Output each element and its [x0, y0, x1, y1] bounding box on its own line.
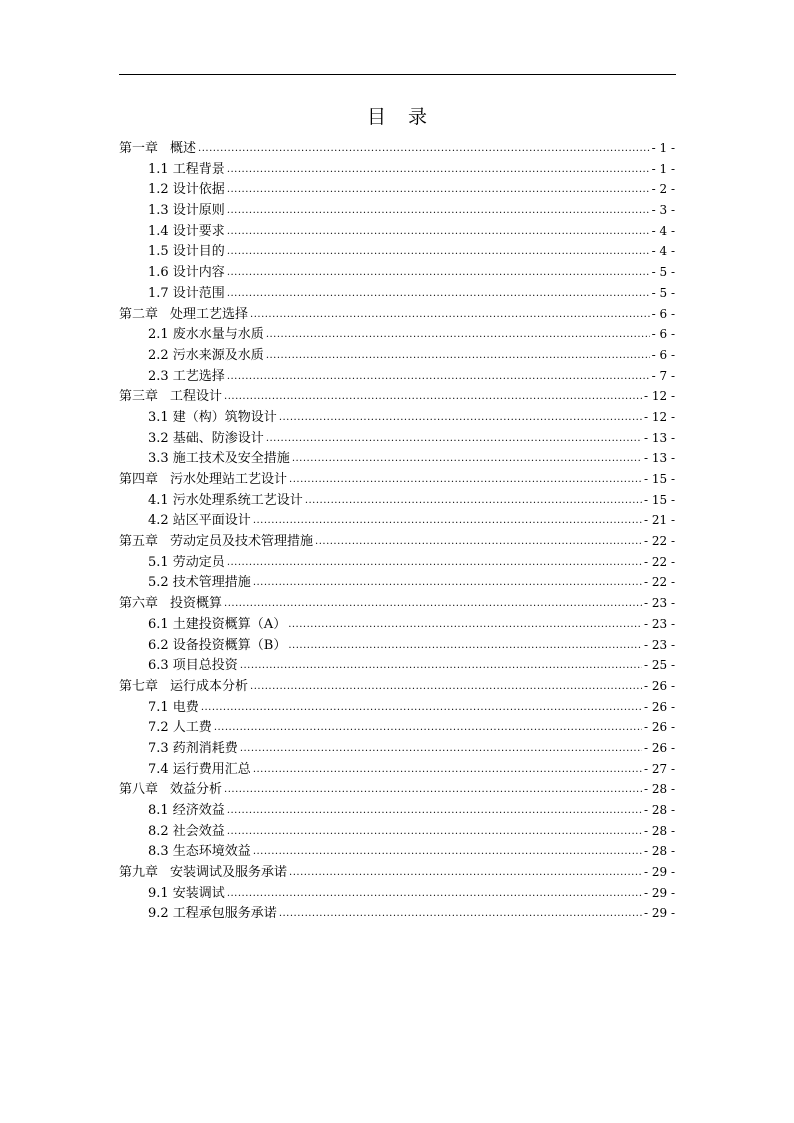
toc-entry-title: 3.1 建（构）筑物设计: [148, 409, 277, 425]
toc-entry-title: 运行成本分析: [170, 678, 249, 694]
toc-title: 目录: [366, 106, 449, 128]
toc-section-entry[interactable]: [119, 407, 675, 428]
toc-dot-leader: [289, 863, 642, 884]
toc-entry-label: [119, 863, 287, 884]
toc-entry-label: [119, 387, 222, 408]
toc-section-entry[interactable]: [119, 883, 675, 904]
toc-section-entry[interactable]: [119, 552, 675, 573]
toc-entry-title: 5.2 技术管理措施: [148, 575, 251, 591]
toc-page-number: - 13 -: [643, 430, 675, 445]
toc-chapter-number: 第五章: [119, 534, 159, 550]
toc-chapter-entry[interactable]: [119, 386, 675, 407]
toc-entry-label: [148, 718, 212, 739]
toc-entry-label: [119, 305, 248, 326]
toc-entry-title: 1.6 设计内容: [148, 265, 225, 281]
toc-entry-label: [148, 801, 225, 822]
toc-entry-title: 7.2 人工费: [148, 720, 212, 736]
toc-chapter-entry[interactable]: [119, 469, 675, 490]
toc-entry-title: 6.2 设备投资概算（B）: [148, 637, 287, 653]
toc-section-entry[interactable]: [119, 697, 675, 718]
toc-page-number: - 23 -: [643, 616, 675, 631]
toc-section-entry[interactable]: [119, 221, 675, 242]
toc-entry-label: [148, 449, 290, 470]
toc-page-number: - 28 -: [643, 823, 675, 838]
toc-entry-title: 概述: [170, 141, 197, 156]
toc-dot-leader: [227, 160, 650, 181]
toc-chapter-entry[interactable]: [119, 531, 675, 552]
toc-dot-leader: [266, 325, 650, 346]
toc-dot-leader: [240, 656, 642, 677]
toc-entry-title: 1.7 设计范围: [148, 285, 225, 301]
toc-section-entry[interactable]: [119, 572, 675, 593]
toc-page-number: - 28 -: [643, 782, 675, 797]
toc-page-number: - 2 -: [651, 182, 675, 197]
toc-page-number: - 29 -: [643, 885, 675, 900]
toc-section-entry[interactable]: [119, 655, 675, 676]
toc-entry-label: [148, 760, 251, 781]
toc-page-number: - 6 -: [651, 347, 675, 362]
toc-page-number: - 23 -: [643, 637, 675, 652]
toc-dot-leader: [227, 180, 650, 201]
toc-page-number: - 23 -: [643, 596, 675, 611]
toc-section-entry[interactable]: [119, 345, 675, 366]
toc-page-number: - 12 -: [643, 409, 675, 424]
toc-dot-leader: [227, 284, 650, 305]
toc-entry-label: [148, 698, 199, 719]
toc-chapter-number: 第七章: [119, 678, 159, 694]
toc-entry-title: 1.2 设计依据: [148, 182, 225, 198]
toc-page-number: - 26 -: [643, 720, 675, 735]
toc-entry-title: 4.2 站区平面设计: [148, 513, 251, 529]
toc-entry-label: [148, 201, 225, 222]
toc-chapter-entry[interactable]: [119, 779, 675, 800]
toc-dot-leader: [227, 553, 642, 574]
toc-entry-title: 2.2 污水来源及水质: [148, 347, 264, 363]
toc-entry-label: [119, 594, 222, 615]
toc-dot-leader: [227, 822, 642, 843]
toc-section-entry[interactable]: [119, 614, 675, 635]
toc-section-entry[interactable]: [119, 800, 675, 821]
toc-section-entry[interactable]: [119, 179, 675, 200]
toc-entry-label: [148, 553, 225, 574]
toc-entry-label: [119, 139, 196, 160]
toc-entry-label: [148, 615, 286, 636]
toc-page-number: - 15 -: [643, 472, 675, 486]
toc-chapter-entry[interactable]: [119, 304, 675, 325]
toc-section-entry[interactable]: [119, 841, 675, 862]
toc-dot-leader: [288, 615, 642, 636]
toc-page-number: - 5 -: [651, 285, 675, 300]
toc-chapter-entry[interactable]: [119, 138, 675, 159]
toc-dot-leader: [253, 573, 642, 594]
toc-chapter-number: 第三章: [119, 389, 159, 405]
toc-dot-leader: [227, 242, 650, 263]
toc-entry-title: 9.1 安装调试: [148, 885, 225, 901]
toc-entry-label: [119, 532, 313, 553]
toc-page-number: - 22 -: [643, 534, 675, 549]
toc-entry-label: [148, 367, 225, 388]
toc-entry-label: [148, 263, 225, 284]
toc-dot-leader: [266, 346, 650, 367]
toc-section-entry[interactable]: [119, 821, 675, 842]
toc-chapter-entry[interactable]: [119, 862, 675, 883]
toc-page-number: - 1 -: [651, 141, 675, 155]
toc-page-number: - 7 -: [651, 368, 675, 383]
toc-chapter-number: 第六章: [119, 596, 159, 612]
toc-dot-leader: [227, 801, 642, 822]
toc-dot-leader: [214, 718, 642, 739]
table-of-contents: [119, 138, 675, 924]
toc-entry-title: 1.5 设计目的: [148, 244, 225, 260]
toc-entry-title: 1.3 设计原则: [148, 203, 225, 219]
toc-entry-title: 工程设计: [170, 389, 223, 405]
toc-section-entry[interactable]: [119, 200, 675, 221]
toc-section-entry[interactable]: [119, 159, 675, 180]
toc-entry-title: 安装调试及服务承诺: [170, 865, 288, 881]
toc-entry-label: [148, 904, 277, 925]
toc-page-number: - 26 -: [643, 678, 675, 693]
toc-chapter-number: 第八章: [119, 782, 159, 798]
toc-chapter-entry[interactable]: [119, 593, 675, 614]
toc-entry-title: 2.1 废水水量与水质: [148, 327, 264, 343]
toc-dot-leader: [266, 429, 642, 450]
toc-entry-title: 7.3 药剂消耗费: [148, 740, 238, 756]
toc-page-number: - 3 -: [651, 203, 675, 218]
toc-entry-label: [148, 842, 251, 863]
toc-page-number: - 6 -: [651, 327, 675, 342]
toc-chapter-number: 第四章: [119, 472, 159, 487]
toc-page-number: - 29 -: [643, 906, 675, 921]
toc-entry-label: [148, 180, 225, 201]
toc-dot-leader: [253, 760, 642, 781]
toc-page-number: - 5 -: [651, 265, 675, 280]
toc-section-entry[interactable]: [119, 283, 675, 304]
toc-dot-leader: [240, 739, 642, 760]
toc-section-entry[interactable]: [119, 490, 675, 511]
toc-section-entry[interactable]: [119, 738, 675, 759]
toc-page-number: - 13 -: [643, 451, 675, 466]
toc-entry-label: [119, 470, 287, 491]
toc-chapter-entry[interactable]: [119, 676, 675, 697]
toc-entry-title: 劳动定员及技术管理措施: [170, 534, 314, 550]
toc-section-entry[interactable]: [119, 510, 675, 531]
toc-dot-leader: [253, 842, 642, 863]
toc-section-entry[interactable]: [119, 903, 675, 924]
toc-dot-leader: [250, 305, 650, 326]
toc-section-entry[interactable]: [119, 759, 675, 780]
toc-entry-label: [148, 884, 225, 905]
toc-entry-label: [148, 408, 277, 429]
toc-entry-label: [148, 242, 225, 263]
toc-entry-title: 2.3 工艺选择: [148, 368, 225, 384]
toc-section-entry[interactable]: [119, 324, 675, 345]
toc-page-number: - 26 -: [643, 740, 675, 755]
toc-entry-title: 5.1 劳动定员: [148, 554, 225, 570]
toc-entry-title: 9.2 工程承包服务承诺: [148, 906, 277, 922]
toc-entry-label: [148, 346, 264, 367]
toc-entry-title: 3.3 施工技术及安全措施: [148, 451, 290, 467]
toc-entry-label: [148, 822, 225, 843]
toc-entry-title: 8.3 生态环境效益: [148, 844, 251, 860]
toc-dot-leader: [227, 201, 650, 222]
toc-section-entry[interactable]: [119, 635, 675, 656]
toc-entry-title: 效益分析: [170, 782, 223, 798]
toc-entry-label: [148, 573, 251, 594]
toc-entry-title: 污水处理站工艺设计: [170, 472, 288, 487]
toc-dot-leader: [250, 677, 642, 698]
toc-section-entry[interactable]: [119, 241, 675, 262]
toc-entry-label: [148, 222, 225, 243]
toc-page-number: - 29 -: [643, 865, 675, 880]
toc-dot-leader: [224, 387, 642, 408]
toc-dot-leader: [292, 449, 642, 470]
toc-entry-title: 1.1 工程背景: [148, 161, 225, 177]
toc-chapter-number: 第一章: [119, 141, 159, 156]
toc-dot-leader: [227, 263, 650, 284]
toc-entry-label: [119, 677, 248, 698]
toc-page-number: - 6 -: [651, 306, 675, 321]
toc-dot-leader: [305, 491, 642, 512]
toc-entry-label: [148, 160, 225, 181]
toc-entry-label: [148, 656, 238, 677]
toc-dot-leader: [227, 222, 650, 243]
toc-section-entry[interactable]: [119, 428, 675, 449]
toc-dot-leader: [288, 636, 642, 657]
toc-section-entry[interactable]: [119, 717, 675, 738]
toc-page-number: - 4 -: [651, 244, 675, 259]
toc-page-number: - 12 -: [643, 389, 675, 404]
toc-page-number: - 21 -: [643, 513, 675, 528]
toc-entry-label: [148, 511, 251, 532]
toc-entry-title: 8.2 社会效益: [148, 823, 225, 839]
toc-entry-title: 4.1 污水处理系统工艺设计: [148, 492, 303, 508]
toc-dot-leader: [279, 904, 642, 925]
toc-entry-title: 7.4 运行费用汇总: [148, 761, 251, 777]
toc-dot-leader: [227, 367, 650, 388]
toc-page-number: - 22 -: [643, 575, 675, 590]
toc-entry-title: 1.4 设计要求: [148, 223, 225, 239]
toc-dot-leader: [224, 594, 642, 615]
header-rule: [119, 74, 676, 75]
toc-dot-leader: [279, 408, 642, 429]
toc-entry-label: [119, 780, 222, 801]
toc-entry-title: 6.1 土建投资概算（A）: [148, 616, 287, 632]
toc-entry-label: [148, 325, 264, 346]
toc-dot-leader: [201, 698, 642, 719]
toc-dot-leader: [253, 511, 642, 532]
toc-page-number: - 15 -: [643, 492, 675, 507]
toc-entry-label: [148, 739, 238, 760]
toc-dot-leader: [315, 532, 642, 553]
toc-section-entry[interactable]: [119, 262, 675, 283]
toc-page-number: - 28 -: [643, 803, 675, 817]
toc-entry-label: [148, 284, 225, 305]
toc-page-number: - 22 -: [643, 554, 675, 569]
toc-page-number: - 4 -: [651, 223, 675, 238]
toc-entry-title: 8.1 经济效益: [148, 803, 225, 818]
toc-dot-leader: [227, 884, 642, 905]
toc-dot-leader: [198, 139, 650, 160]
toc-entry-title: 投资概算: [170, 596, 223, 612]
toc-entry-label: [148, 429, 264, 450]
toc-page-number: - 27 -: [643, 761, 675, 776]
toc-entry-title: 7.1 电费: [148, 699, 199, 715]
toc-section-entry[interactable]: [119, 366, 675, 387]
toc-page-number: - 1 -: [651, 161, 675, 176]
toc-page-number: - 25 -: [643, 658, 675, 673]
toc-page-number: - 26 -: [643, 699, 675, 714]
toc-entry-title: 6.3 项目总投资: [148, 658, 238, 674]
toc-entry-title: 处理工艺选择: [170, 306, 249, 322]
toc-entry-label: [148, 636, 286, 657]
toc-section-entry[interactable]: [119, 448, 675, 469]
toc-chapter-number: 第二章: [119, 306, 159, 322]
toc-entry-title: 3.2 基础、防渗设计: [148, 430, 264, 446]
toc-page-number: - 28 -: [643, 844, 675, 859]
toc-dot-leader: [289, 470, 642, 491]
toc-dot-leader: [224, 780, 642, 801]
toc-entry-label: [148, 491, 303, 512]
toc-chapter-number: 第九章: [119, 865, 159, 881]
